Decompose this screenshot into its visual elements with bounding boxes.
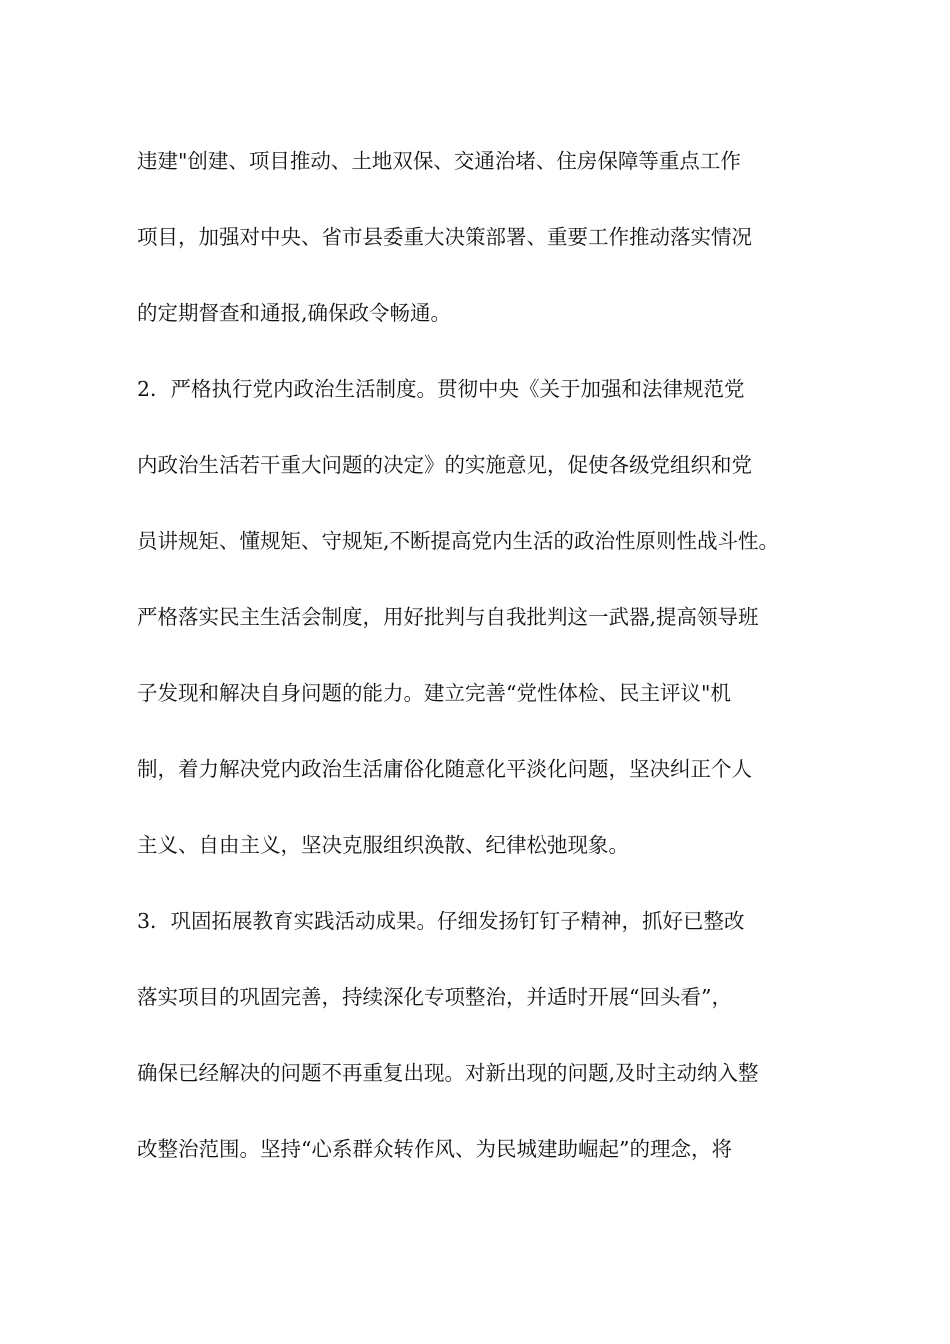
text-line: 3．巩固拓展教育实践活动成果。仔细发扬钉钉子精神，抓好已整改 <box>137 909 745 933</box>
text-line: 员讲规矩、懂规矩、守规矩,不断提高党内生活的政治性原则性战斗性。 <box>137 529 780 553</box>
text-line: 改整治范围。坚持“心系群众转作风、为民城建助崛起”的理念，将 <box>137 1137 732 1161</box>
text-line: 主义、自由主义，坚决克服组织涣散、纪律松弛现象。 <box>137 833 629 857</box>
text-line: 确保已经解决的问题不再重复出现。对新出现的问题,及时主动纳入整 <box>137 1061 759 1085</box>
text-line: 严格落实民主生活会制度，用好批判与自我批判这一武器,提高领导班 <box>137 605 759 629</box>
text-line: 内政治生活若干重大问题的决定》的实施意见，促使各级党组织和党 <box>137 453 752 477</box>
text-line: 制，着力解决党内政治生活庸俗化随意化平淡化问题，坚决纠正个人 <box>137 757 752 781</box>
text-line: 项目，加强对中央、省市县委重大决策部署、重要工作推动落实情况 <box>137 225 752 249</box>
body-text <box>137 139 837 1203</box>
text-line: 落实项目的巩固完善，持续深化专项整治，并适时开展“回头看”， <box>137 985 732 1009</box>
text-line: 子发现和解决自身问题的能力。建立完善“党性体检、民主评议"机 <box>137 681 731 705</box>
text-line: 的定期督查和通报,确保政令畅通。 <box>137 301 452 325</box>
text-line: 2．严格执行党内政治生活制度。贯彻中央《关于加强和法律规范党 <box>137 377 745 401</box>
text-line: 违建"创建、项目推动、土地双保、交通治堵、住房保障等重点工作 <box>137 149 741 173</box>
